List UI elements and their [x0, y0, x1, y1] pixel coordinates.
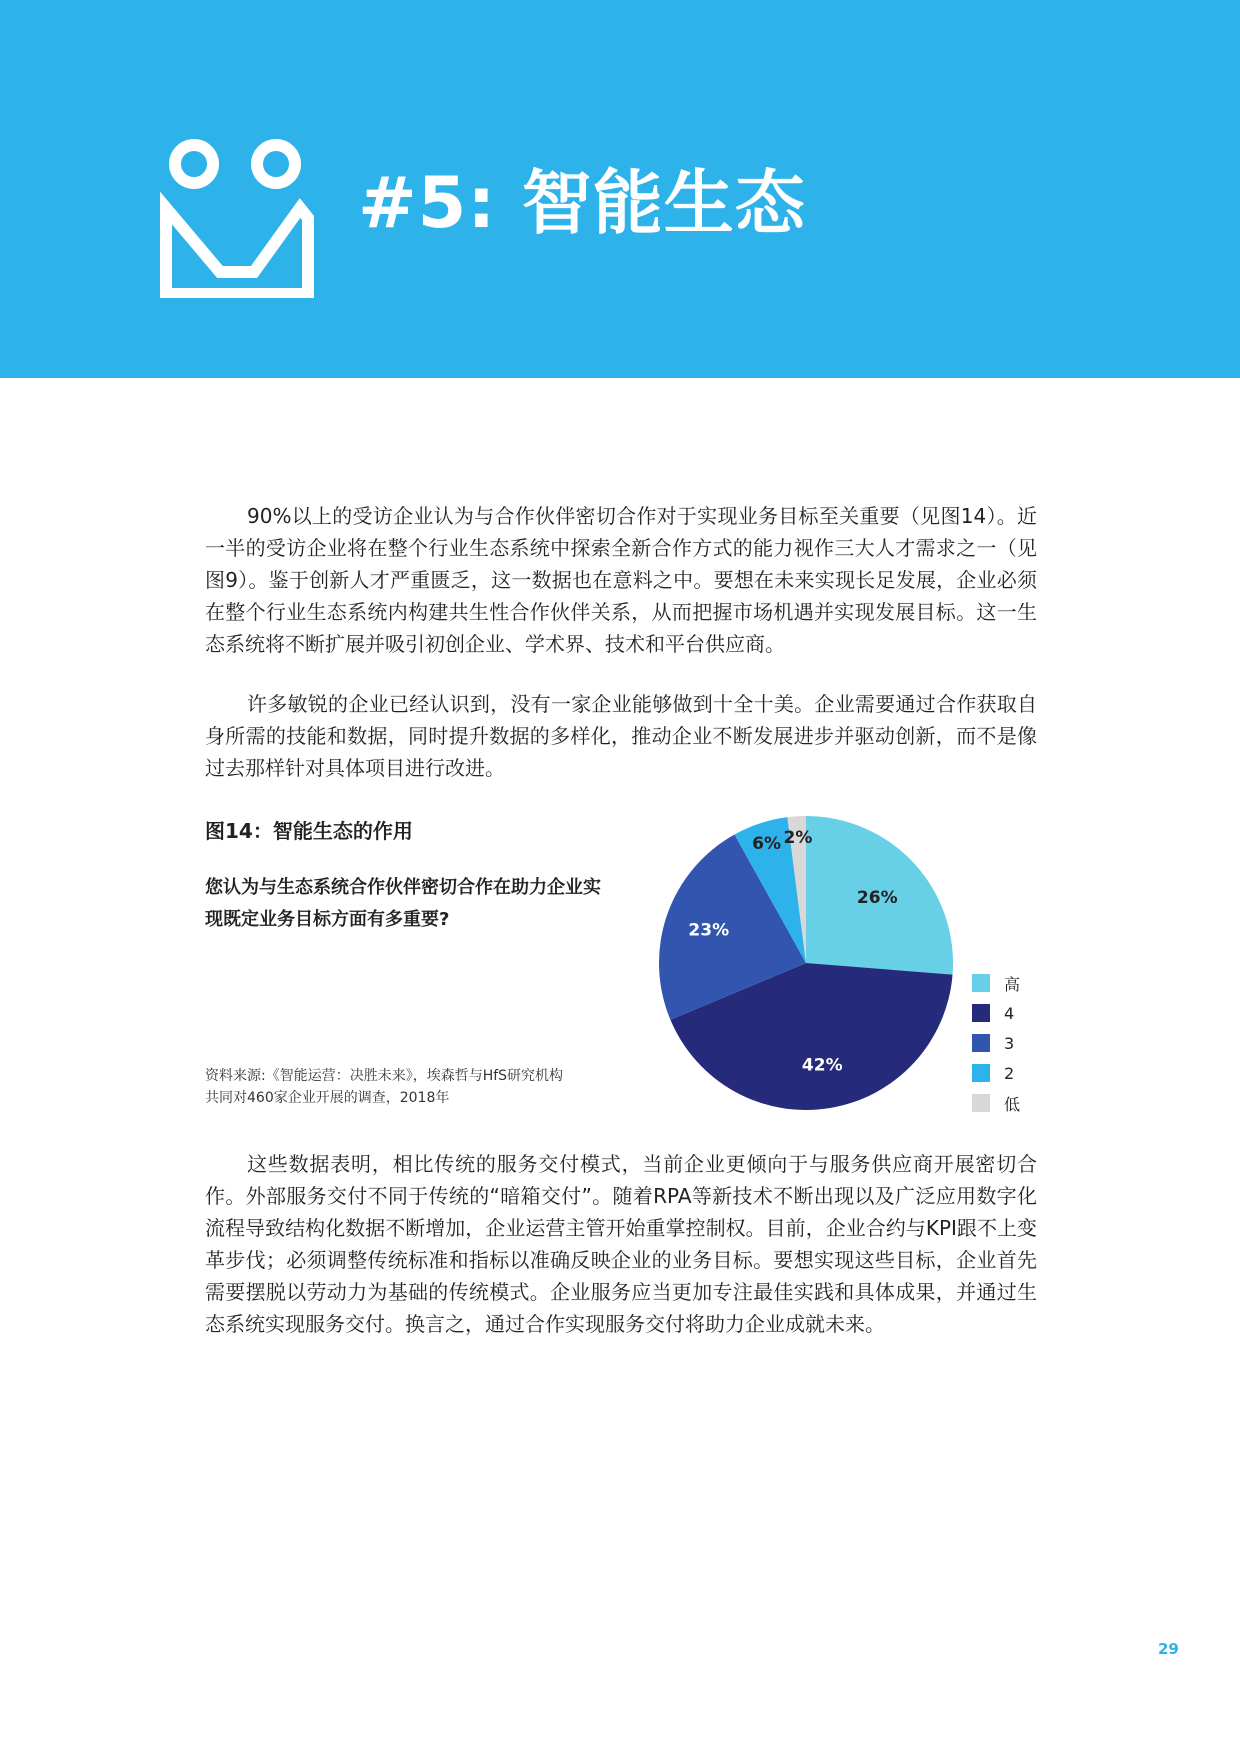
legend-swatch	[972, 1034, 990, 1052]
page-title: #5: 智能生态	[358, 162, 806, 244]
header-band	[0, 0, 1240, 378]
legend-label: 2	[1004, 1063, 1015, 1083]
pie-chart	[640, 800, 960, 1120]
pie-slice-label: 26%	[856, 888, 898, 909]
figure-title: 图14：智能生态的作用	[205, 819, 413, 843]
body-paragraph: 许多敏锐的企业已经认识到，没有一家企业能够做到十全十美。企业需要通过合作获取自身所需的技能和数据，同时提升数据的多样化，推动企业不断发展进步并驱动创新，而不是像过去那样针对具体项目进行改进。	[205, 692, 1037, 780]
legend-label: 高	[1004, 974, 1021, 994]
legend-label: 3	[1004, 1033, 1015, 1053]
body-paragraph: 90%以上的受访企业认为与合作伙伴密切合作对于实现业务目标至关重要（见图14）。近一半的受访企业将在整个行业生态系统中探索全新合作方式的能力视作三大人才需求之一（见图9）。鉴于创新人才严重匮乏，这一数据也在意料之中。要想在未来实现长足发展，企业必须在整个行业生态系统内构建共生性合作伙伴关系，从而把握市场机遇并实现发展目标。这一生态系统将不断扩展并吸引初创企业、学术界、技术和平台供应商。	[205, 504, 1037, 656]
legend-label: 低	[1004, 1094, 1021, 1114]
legend-label: 4	[1004, 1003, 1015, 1023]
figure-source: 资料来源:《智能运营：决胜未来》，埃森哲与HfS研究机构共同对460家企业开展的调查，2018年	[205, 1068, 564, 1106]
pie-slice-label: 23%	[688, 920, 730, 941]
legend-item	[972, 968, 1020, 998]
page-number: 29	[1158, 1640, 1179, 1658]
legend-item	[972, 1058, 1020, 1088]
legend-swatch	[972, 974, 990, 992]
ecosystem-people-icon	[158, 134, 314, 298]
pie-slice-label: 6%	[752, 833, 781, 854]
figure-question: 您认为与生态系统合作伙伴密切合作在助力企业实现既定业务目标方面有多重要?	[205, 877, 601, 930]
legend-swatch	[972, 1094, 990, 1112]
legend-item	[972, 1088, 1020, 1118]
legend-swatch	[972, 1064, 990, 1082]
legend-item	[972, 1028, 1020, 1058]
body-paragraph: 这些数据表明，相比传统的服务交付模式，当前企业更倾向于与服务供应商开展密切合作。外部服务交付不同于传统的“暗箱交付”。随着RPA等新技术不断出现以及广泛应用数字化流程导致结构化数据不断增加，企业运营主管开始重掌控制权。目前，企业合约与KPI跟不上变革步伐；必须调整传统标准和指标以准确反映企业的业务目标。要想实现这些目标，企业首先需要摆脱以劳动力为基础的传统模式。企业服务应当更加专注最佳实践和具体成果，并通过生态系统实现服务交付。换言之，通过合作实现服务交付将助力企业成就未来。	[205, 1152, 1037, 1336]
legend-item	[972, 998, 1020, 1028]
legend-swatch	[972, 1004, 990, 1022]
pie-slice-label: 42%	[801, 1055, 843, 1076]
pie-slice-label: 2%	[783, 827, 813, 848]
chart-legend	[972, 968, 1020, 1118]
